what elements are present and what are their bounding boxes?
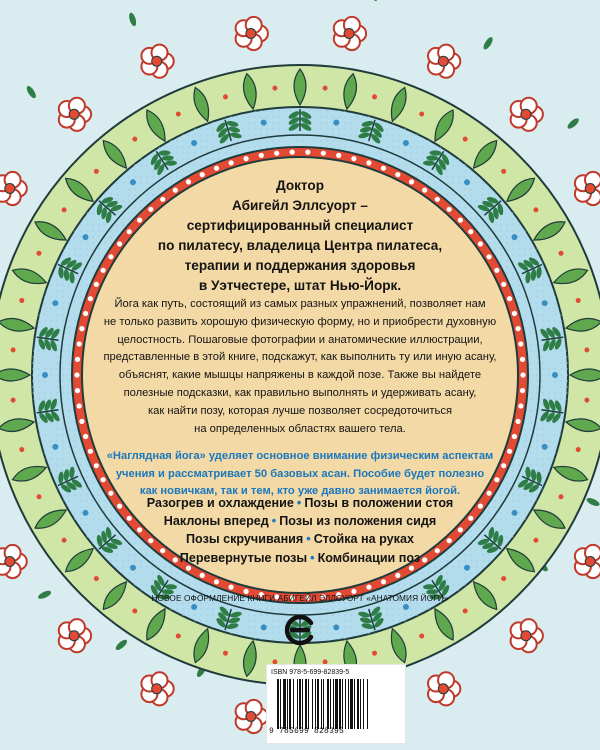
highlight-paragraph: «Наглядная йога» уделяет основное внимание физическим аспектам учения и рассматривает 50 базовых асан. Пособие будет полезно как новичкам, так и тем, кто уже давно занимается йогой. — [106, 450, 494, 498]
asana-sections-list — [102, 494, 498, 567]
bullet-icon: • — [310, 550, 315, 565]
eksmo-logo-icon — [284, 614, 316, 646]
barcode-number: 9 785699 828395 — [269, 727, 345, 736]
list-item: Наклоны вперед • Позы из положения сидя — [163, 514, 437, 529]
edition-note: НОВОЕ ОФОРМЛЕНИЕ КНИГИ АБИГЕЙЛ ЭЛЛСУОРТ «АНАТОМИЯ ЙОГИ» — [151, 593, 449, 603]
bullet-icon: • — [296, 496, 302, 510]
text-panel — [103, 170, 497, 603]
barcode-block — [266, 664, 406, 744]
book-description: Йога как путь, состоящий из самых разных упражнений, позволяет нам не только развить хорошую физическую форму, но и приобрести духовную целостность. Пошаговые фотографии и анатомические иллюстрации, представленные в этой книге, подскажут, как выполнить ту или иную асану, объяснят, какие мышцы напряжены в каждой позе. Также вы найдете полезные подсказки, как правильно выполнять и удерживать асану, как найти позу, которая лучше позволяет сосредоточиться на определенных областях вашего тела. — [103, 298, 497, 435]
list-item: Позы скручивания • Стойка на руках — [186, 532, 414, 547]
bullet-icon: • — [306, 532, 311, 547]
list-item: Перевернутые позы • Комбинации поз — [179, 550, 421, 565]
list-item: Разогрев и охлаждение • Позы в положении стоя — [146, 496, 454, 510]
barcode-icon — [277, 679, 395, 729]
author-bio: Доктор Абигейл Эллсуорт – сертифицированный специалист по пилатесу, владелица Центра пилатеса, терапии и поддержания здоровья в Уэтчестере, штат Нью-Йорк. — [157, 178, 443, 293]
isbn-label: ISBN 978-5-699-82839-5 — [271, 669, 350, 676]
bullet-icon: • — [271, 514, 277, 529]
